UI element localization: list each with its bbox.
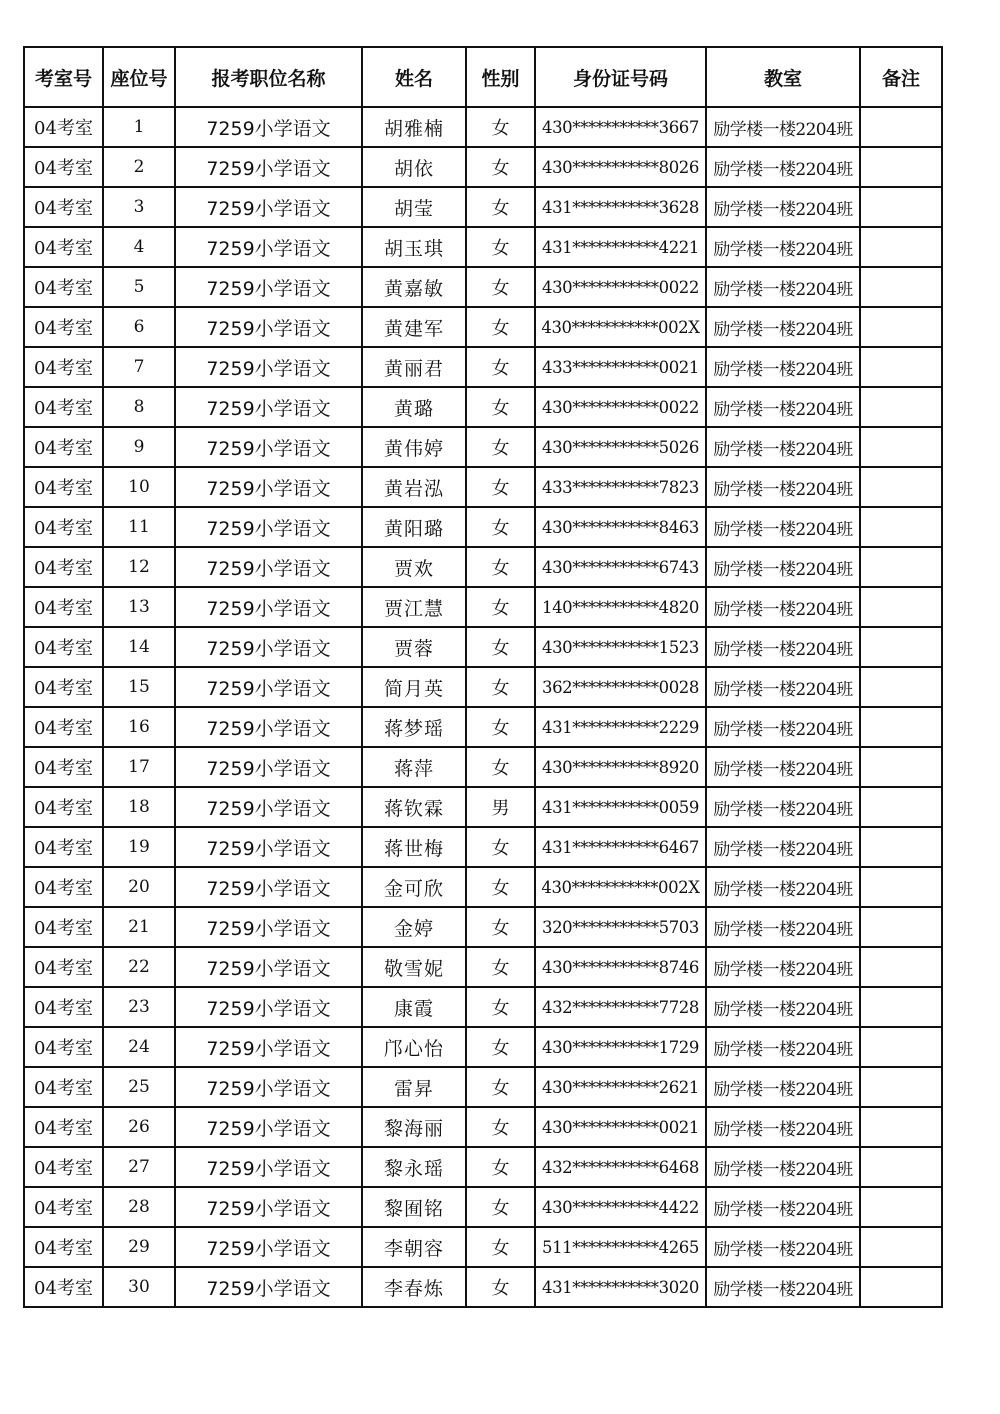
seat-number-cell: 4 <box>103 227 175 267</box>
candidate-name-cell: 黄建军 <box>362 307 466 347</box>
gender-cell: 女 <box>466 1027 535 1067</box>
exam-room-cell: 04考室 <box>24 627 103 667</box>
classroom-cell: 励学楼一楼2204班 <box>706 947 860 987</box>
gender-cell: 女 <box>466 707 535 747</box>
gender-cell: 女 <box>466 747 535 787</box>
exam-room-cell: 04考室 <box>24 1187 103 1227</box>
note-cell <box>860 787 942 827</box>
exam-room-cell: 04考室 <box>24 787 103 827</box>
classroom-cell: 励学楼一楼2204班 <box>706 267 860 307</box>
seat-number-cell: 13 <box>103 587 175 627</box>
candidate-name-cell: 敬雪妮 <box>362 947 466 987</box>
position-name-cell: 7259小学语文 <box>175 787 362 827</box>
candidate-name-cell: 黄阳璐 <box>362 507 466 547</box>
gender-cell: 女 <box>466 267 535 307</box>
classroom-cell: 励学楼一楼2204班 <box>706 107 860 147</box>
classroom-cell: 励学楼一楼2204班 <box>706 1067 860 1107</box>
id-number-cell: 362***********0028 <box>535 667 706 707</box>
exam-room-cell: 04考室 <box>24 747 103 787</box>
table-row <box>24 427 942 467</box>
seat-number-cell: 22 <box>103 947 175 987</box>
id-number-cell: 430***********8463 <box>535 507 706 547</box>
seat-number-cell: 15 <box>103 667 175 707</box>
classroom-cell: 励学楼一楼2204班 <box>706 707 860 747</box>
table-row <box>24 987 942 1027</box>
gender-cell: 女 <box>466 187 535 227</box>
id-number-cell: 431***********3020 <box>535 1267 706 1307</box>
exam-room-cell: 04考室 <box>24 187 103 227</box>
exam-room-cell: 04考室 <box>24 227 103 267</box>
note-cell <box>860 147 942 187</box>
id-number-cell: 430***********002X <box>535 307 706 347</box>
exam-room-cell: 04考室 <box>24 507 103 547</box>
id-number-cell: 432***********7728 <box>535 987 706 1027</box>
candidate-name-cell: 李春炼 <box>362 1267 466 1307</box>
table-row <box>24 587 942 627</box>
seat-number-cell: 28 <box>103 1187 175 1227</box>
table-row <box>24 227 942 267</box>
gender-cell: 女 <box>466 907 535 947</box>
classroom-cell: 励学楼一楼2204班 <box>706 747 860 787</box>
header-classroom: 教室 <box>706 47 860 107</box>
candidate-name-cell: 邝心怡 <box>362 1027 466 1067</box>
gender-cell: 女 <box>466 1267 535 1307</box>
gender-cell: 女 <box>466 1187 535 1227</box>
exam-room-cell: 04考室 <box>24 307 103 347</box>
exam-room-cell: 04考室 <box>24 147 103 187</box>
table-row <box>24 867 942 907</box>
table-row <box>24 1187 942 1227</box>
position-name-cell: 7259小学语文 <box>175 1027 362 1067</box>
id-number-cell: 433***********0021 <box>535 347 706 387</box>
table-row <box>24 507 942 547</box>
gender-cell: 女 <box>466 1147 535 1187</box>
gender-cell: 女 <box>466 307 535 347</box>
position-name-cell: 7259小学语文 <box>175 867 362 907</box>
exam-room-cell: 04考室 <box>24 907 103 947</box>
exam-room-cell: 04考室 <box>24 1227 103 1267</box>
table-row <box>24 467 942 507</box>
position-name-cell: 7259小学语文 <box>175 1147 362 1187</box>
seat-number-cell: 27 <box>103 1147 175 1187</box>
exam-room-cell: 04考室 <box>24 987 103 1027</box>
seat-number-cell: 3 <box>103 187 175 227</box>
position-name-cell: 7259小学语文 <box>175 1107 362 1147</box>
gender-cell: 女 <box>466 627 535 667</box>
id-number-cell: 430***********2621 <box>535 1067 706 1107</box>
classroom-cell: 励学楼一楼2204班 <box>706 827 860 867</box>
position-name-cell: 7259小学语文 <box>175 1187 362 1227</box>
seat-number-cell: 11 <box>103 507 175 547</box>
id-number-cell: 431***********4221 <box>535 227 706 267</box>
classroom-cell: 励学楼一楼2204班 <box>706 147 860 187</box>
exam-room-cell: 04考室 <box>24 827 103 867</box>
position-name-cell: 7259小学语文 <box>175 307 362 347</box>
position-name-cell: 7259小学语文 <box>175 547 362 587</box>
exam-room-cell: 04考室 <box>24 1027 103 1067</box>
candidate-name-cell: 胡雅楠 <box>362 107 466 147</box>
position-name-cell: 7259小学语文 <box>175 627 362 667</box>
position-name-cell: 7259小学语文 <box>175 467 362 507</box>
position-name-cell: 7259小学语文 <box>175 1267 362 1307</box>
classroom-cell: 励学楼一楼2204班 <box>706 987 860 1027</box>
table-row <box>24 107 942 147</box>
candidate-name-cell: 雷昇 <box>362 1067 466 1107</box>
classroom-cell: 励学楼一楼2204班 <box>706 187 860 227</box>
note-cell <box>860 827 942 867</box>
position-name-cell: 7259小学语文 <box>175 747 362 787</box>
classroom-cell: 励学楼一楼2204班 <box>706 907 860 947</box>
classroom-cell: 励学楼一楼2204班 <box>706 387 860 427</box>
classroom-cell: 励学楼一楼2204班 <box>706 467 860 507</box>
seat-number-cell: 21 <box>103 907 175 947</box>
candidate-name-cell: 蒋梦瑶 <box>362 707 466 747</box>
candidate-name-cell: 黄伟婷 <box>362 427 466 467</box>
table-row <box>24 947 942 987</box>
classroom-cell: 励学楼一楼2204班 <box>706 587 860 627</box>
candidate-name-cell: 贾欢 <box>362 547 466 587</box>
candidate-name-cell: 黎永瑶 <box>362 1147 466 1187</box>
id-number-cell: 431***********3628 <box>535 187 706 227</box>
position-name-cell: 7259小学语文 <box>175 1227 362 1267</box>
id-number-cell: 430***********4422 <box>535 1187 706 1227</box>
position-name-cell: 7259小学语文 <box>175 227 362 267</box>
note-cell <box>860 187 942 227</box>
classroom-cell: 励学楼一楼2204班 <box>706 627 860 667</box>
seat-number-cell: 26 <box>103 1107 175 1147</box>
table-row <box>24 187 942 227</box>
seat-number-cell: 2 <box>103 147 175 187</box>
id-number-cell: 431***********0059 <box>535 787 706 827</box>
note-cell <box>860 747 942 787</box>
note-cell <box>860 627 942 667</box>
note-cell <box>860 507 942 547</box>
id-number-cell: 430***********0022 <box>535 387 706 427</box>
table-row <box>24 747 942 787</box>
position-name-cell: 7259小学语文 <box>175 947 362 987</box>
table-row <box>24 347 942 387</box>
note-cell <box>860 307 942 347</box>
classroom-cell: 励学楼一楼2204班 <box>706 507 860 547</box>
classroom-cell: 励学楼一楼2204班 <box>706 867 860 907</box>
table-row <box>24 1227 942 1267</box>
candidate-name-cell: 黎海丽 <box>362 1107 466 1147</box>
classroom-cell: 励学楼一楼2204班 <box>706 547 860 587</box>
candidate-name-cell: 胡玉琪 <box>362 227 466 267</box>
id-number-cell: 431***********2229 <box>535 707 706 747</box>
exam-room-cell: 04考室 <box>24 547 103 587</box>
note-cell <box>860 547 942 587</box>
gender-cell: 女 <box>466 347 535 387</box>
table-row <box>24 627 942 667</box>
gender-cell: 女 <box>466 427 535 467</box>
id-number-cell: 430***********6743 <box>535 547 706 587</box>
table-header <box>24 47 942 107</box>
note-cell <box>860 1027 942 1067</box>
table-row <box>24 707 942 747</box>
position-name-cell: 7259小学语文 <box>175 987 362 1027</box>
gender-cell: 女 <box>466 1107 535 1147</box>
header-note: 备注 <box>860 47 942 107</box>
note-cell <box>860 947 942 987</box>
candidate-name-cell: 蒋世梅 <box>362 827 466 867</box>
seat-number-cell: 5 <box>103 267 175 307</box>
gender-cell: 女 <box>466 1227 535 1267</box>
id-number-cell: 431***********6467 <box>535 827 706 867</box>
id-number-cell: 430***********5026 <box>535 427 706 467</box>
gender-cell: 女 <box>466 667 535 707</box>
position-name-cell: 7259小学语文 <box>175 387 362 427</box>
position-name-cell: 7259小学语文 <box>175 267 362 307</box>
seat-number-cell: 18 <box>103 787 175 827</box>
position-name-cell: 7259小学语文 <box>175 347 362 387</box>
table-row <box>24 1067 942 1107</box>
exam-room-cell: 04考室 <box>24 867 103 907</box>
classroom-cell: 励学楼一楼2204班 <box>706 1227 860 1267</box>
seat-number-cell: 12 <box>103 547 175 587</box>
position-name-cell: 7259小学语文 <box>175 707 362 747</box>
exam-seating-table <box>23 46 943 1308</box>
classroom-cell: 励学楼一楼2204班 <box>706 1147 860 1187</box>
note-cell <box>860 427 942 467</box>
id-number-cell: 430***********8920 <box>535 747 706 787</box>
exam-room-cell: 04考室 <box>24 107 103 147</box>
gender-cell: 女 <box>466 107 535 147</box>
table-row <box>24 907 942 947</box>
position-name-cell: 7259小学语文 <box>175 427 362 467</box>
classroom-cell: 励学楼一楼2204班 <box>706 227 860 267</box>
note-cell <box>860 867 942 907</box>
candidate-name-cell: 贾蓉 <box>362 627 466 667</box>
table-row <box>24 1147 942 1187</box>
id-number-cell: 430***********0021 <box>535 1107 706 1147</box>
note-cell <box>860 1067 942 1107</box>
note-cell <box>860 1267 942 1307</box>
seat-number-cell: 6 <box>103 307 175 347</box>
note-cell <box>860 587 942 627</box>
header-gender: 性别 <box>466 47 535 107</box>
candidate-name-cell: 金婷 <box>362 907 466 947</box>
id-number-cell: 430***********1729 <box>535 1027 706 1067</box>
exam-room-cell: 04考室 <box>24 1147 103 1187</box>
gender-cell: 女 <box>466 587 535 627</box>
header-seat-number: 座位号 <box>103 47 175 107</box>
id-number-cell: 320***********5703 <box>535 907 706 947</box>
note-cell <box>860 1107 942 1147</box>
gender-cell: 女 <box>466 1067 535 1107</box>
header-name: 姓名 <box>362 47 466 107</box>
seat-number-cell: 9 <box>103 427 175 467</box>
seat-number-cell: 20 <box>103 867 175 907</box>
position-name-cell: 7259小学语文 <box>175 187 362 227</box>
candidate-name-cell: 黄丽君 <box>362 347 466 387</box>
seat-number-cell: 25 <box>103 1067 175 1107</box>
candidate-name-cell: 黄岩泓 <box>362 467 466 507</box>
position-name-cell: 7259小学语文 <box>175 827 362 867</box>
gender-cell: 女 <box>466 467 535 507</box>
position-name-cell: 7259小学语文 <box>175 1067 362 1107</box>
candidate-name-cell: 金可欣 <box>362 867 466 907</box>
candidate-name-cell: 黄璐 <box>362 387 466 427</box>
table-row <box>24 267 942 307</box>
classroom-cell: 励学楼一楼2204班 <box>706 307 860 347</box>
classroom-cell: 励学楼一楼2204班 <box>706 427 860 467</box>
note-cell <box>860 1187 942 1227</box>
gender-cell: 女 <box>466 827 535 867</box>
candidate-name-cell: 胡依 <box>362 147 466 187</box>
seat-number-cell: 23 <box>103 987 175 1027</box>
seat-number-cell: 17 <box>103 747 175 787</box>
exam-room-cell: 04考室 <box>24 667 103 707</box>
table-row <box>24 307 942 347</box>
id-number-cell: 430***********8026 <box>535 147 706 187</box>
header-position-name: 报考职位名称 <box>175 47 362 107</box>
note-cell <box>860 227 942 267</box>
candidate-name-cell: 李朝容 <box>362 1227 466 1267</box>
exam-room-cell: 04考室 <box>24 947 103 987</box>
position-name-cell: 7259小学语文 <box>175 507 362 547</box>
exam-room-cell: 04考室 <box>24 347 103 387</box>
seat-number-cell: 16 <box>103 707 175 747</box>
table-body <box>24 107 942 1307</box>
note-cell <box>860 907 942 947</box>
classroom-cell: 励学楼一楼2204班 <box>706 1267 860 1307</box>
note-cell <box>860 707 942 747</box>
seat-number-cell: 7 <box>103 347 175 387</box>
classroom-cell: 励学楼一楼2204班 <box>706 787 860 827</box>
id-number-cell: 430***********1523 <box>535 627 706 667</box>
header-exam-room: 考室号 <box>24 47 103 107</box>
id-number-cell: 430***********0022 <box>535 267 706 307</box>
gender-cell: 女 <box>466 987 535 1027</box>
id-number-cell: 433***********7823 <box>535 467 706 507</box>
header-id-number: 身份证号码 <box>535 47 706 107</box>
candidate-name-cell: 蒋钦霖 <box>362 787 466 827</box>
position-name-cell: 7259小学语文 <box>175 107 362 147</box>
candidate-name-cell: 胡莹 <box>362 187 466 227</box>
header-row <box>24 47 942 107</box>
note-cell <box>860 107 942 147</box>
position-name-cell: 7259小学语文 <box>175 147 362 187</box>
table-row <box>24 1267 942 1307</box>
id-number-cell: 432***********6468 <box>535 1147 706 1187</box>
note-cell <box>860 267 942 307</box>
id-number-cell: 430***********8746 <box>535 947 706 987</box>
note-cell <box>860 1147 942 1187</box>
exam-room-cell: 04考室 <box>24 1267 103 1307</box>
candidate-name-cell: 黄嘉敏 <box>362 267 466 307</box>
table-row <box>24 547 942 587</box>
note-cell <box>860 387 942 427</box>
table-row <box>24 387 942 427</box>
classroom-cell: 励学楼一楼2204班 <box>706 667 860 707</box>
position-name-cell: 7259小学语文 <box>175 907 362 947</box>
gender-cell: 女 <box>466 947 535 987</box>
exam-room-cell: 04考室 <box>24 427 103 467</box>
candidate-name-cell: 黎囿铭 <box>362 1187 466 1227</box>
seat-number-cell: 29 <box>103 1227 175 1267</box>
table-row <box>24 827 942 867</box>
gender-cell: 女 <box>466 507 535 547</box>
table-row <box>24 667 942 707</box>
gender-cell: 女 <box>466 547 535 587</box>
id-number-cell: 430***********3667 <box>535 107 706 147</box>
exam-room-cell: 04考室 <box>24 1067 103 1107</box>
classroom-cell: 励学楼一楼2204班 <box>706 347 860 387</box>
exam-room-cell: 04考室 <box>24 707 103 747</box>
note-cell <box>860 467 942 507</box>
exam-room-cell: 04考室 <box>24 267 103 307</box>
table-row <box>24 147 942 187</box>
classroom-cell: 励学楼一楼2204班 <box>706 1187 860 1227</box>
table-row <box>24 1107 942 1147</box>
seat-number-cell: 30 <box>103 1267 175 1307</box>
exam-room-cell: 04考室 <box>24 467 103 507</box>
id-number-cell: 430***********002X <box>535 867 706 907</box>
table-row <box>24 787 942 827</box>
note-cell <box>860 987 942 1027</box>
gender-cell: 女 <box>466 867 535 907</box>
candidate-name-cell: 蒋萍 <box>362 747 466 787</box>
gender-cell: 女 <box>466 227 535 267</box>
gender-cell: 女 <box>466 147 535 187</box>
classroom-cell: 励学楼一楼2204班 <box>706 1107 860 1147</box>
exam-room-cell: 04考室 <box>24 1107 103 1147</box>
seat-number-cell: 1 <box>103 107 175 147</box>
seat-number-cell: 10 <box>103 467 175 507</box>
gender-cell: 女 <box>466 387 535 427</box>
exam-room-cell: 04考室 <box>24 587 103 627</box>
classroom-cell: 励学楼一楼2204班 <box>706 1027 860 1067</box>
note-cell <box>860 347 942 387</box>
position-name-cell: 7259小学语文 <box>175 667 362 707</box>
seat-number-cell: 19 <box>103 827 175 867</box>
table-row <box>24 1027 942 1067</box>
gender-cell: 男 <box>466 787 535 827</box>
candidate-name-cell: 康霞 <box>362 987 466 1027</box>
id-number-cell: 140***********4820 <box>535 587 706 627</box>
candidate-name-cell: 简月英 <box>362 667 466 707</box>
seat-number-cell: 8 <box>103 387 175 427</box>
note-cell <box>860 667 942 707</box>
id-number-cell: 511***********4265 <box>535 1227 706 1267</box>
exam-room-cell: 04考室 <box>24 387 103 427</box>
note-cell <box>860 1227 942 1267</box>
candidate-name-cell: 贾江慧 <box>362 587 466 627</box>
seat-number-cell: 14 <box>103 627 175 667</box>
position-name-cell: 7259小学语文 <box>175 587 362 627</box>
seat-number-cell: 24 <box>103 1027 175 1067</box>
